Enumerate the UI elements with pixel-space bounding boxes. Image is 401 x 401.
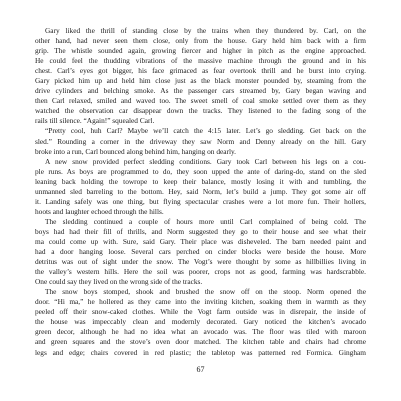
text-line: legs and edge; chairs covered in red plastic; the tabletop was patterned red Formica. Gingham — [35, 347, 366, 357]
text-line: ma could come up with. Sure, said Gary. Their place was disheveled. The barn needed paint and — [35, 236, 366, 246]
text-line: it. Landing safely was one thing, but flying spectacular crashes were a lot more fun. Their hollers, — [35, 196, 366, 206]
text-line: A new snow provided perfect sledding conditions. Gary took Carl between his legs on a cou- — [45, 156, 366, 166]
text-line: and green squares and the stove’s oven door matched. The kitchen table and chairs had chrome — [35, 337, 366, 347]
page-number: 67 — [196, 365, 205, 374]
text-line: then Carl relaxed, smiled and waved too. The sweet smell of coal smoke settled over them as they — [35, 96, 366, 106]
paragraph-4 — [35, 217, 366, 287]
text-line: ple runs. As boys are programmed to do, they soon upped the ante of daring-do, stand on the sled — [35, 166, 366, 176]
text-line: detritus was out of sight under the snow. The Vogt’s were thought by some as hillbillies living in — [35, 257, 366, 267]
text-line: had a door hanging loose. Several cars perched on cinder blocks were beside the house. More — [35, 247, 366, 257]
text-line: Gary liked the thrill of standing close by the trains when they thundered by. Carl, on the — [45, 26, 366, 35]
text-line: grip. The whistle sounded again, growing fiercer and higher in pitch as the engine approached. — [35, 46, 366, 56]
paragraph-2 — [35, 126, 366, 156]
text-line: sled.” Rounding a corner in the driveway they saw Norm and Denny already on the hill. Gary — [35, 136, 366, 146]
text-line: “Pretty cool, huh Carl? Maybe we’ll catch the 4:15 later. Let’s go sledding. Get back on the — [45, 126, 366, 136]
paragraph-3 — [35, 157, 366, 217]
text-line: One could say they lived on the wrong side of the tracks. — [35, 277, 203, 287]
text-line: chest. Carl’s eyes got bigger, his face grimaced as fear overtook thrill and he burst into crying. — [35, 66, 366, 76]
text-line: other hand, had never seen them close, only from the house. Gary held him back with a firm — [35, 36, 366, 46]
text-line: hoots and laughter echoed through the hills. — [35, 206, 164, 216]
text-line: leaning back holding the towrope to keep their balance, mostly losing it with and tumbling, the — [35, 176, 366, 186]
text-line: watched the observation car disappear down the tracks. They listened to the fading song of the — [35, 106, 366, 116]
text-line: Gary picked him up and held him close just as the black monster pounded by, steaming from the — [35, 76, 366, 86]
paragraph-1 — [35, 26, 366, 126]
paragraph-5 — [35, 287, 366, 357]
text-line: boys had had their fill of thrills, and Norm suggested they go to their house and see what their — [35, 226, 366, 236]
text-line: broke into a run, Carl bounced along behind him, hanging on dearly. — [35, 146, 237, 156]
text-line: rails till silence. “Again!” squealed Carl. — [35, 116, 155, 126]
text-line: the house was impeccably clean and modernly decorated. Gary noticed the kitchen’s avocado — [35, 317, 366, 327]
text-line: The snow boys stomped, shook and brushed the snow off on the stoop. Norm opened the — [45, 287, 366, 297]
body-text — [35, 26, 366, 358]
text-line: peeled off their snow-caked clothes. While the Vogt farm outside was in disrepair, the inside of — [35, 307, 366, 317]
text-line: unmanned sled barreling to the bottom. Hey, said Norm, let’s build a jump. They got some air off — [35, 186, 366, 196]
text-line: drive cylinders and belching smoke. As the passenger cars streamed by, Gary began waving and — [35, 86, 366, 96]
text-line: green decor, although he had no idea what an avocado was. The floor was tiled with maroon — [35, 327, 366, 337]
text-line: the valley’s western hills. Here the soil was poorer, crops not as good, farming was hardscrabble. — [35, 267, 366, 277]
text-line: The sledding continued a couple of hours more until Carl complained of being cold. The — [45, 216, 366, 226]
text-line: door. “Hi ma,” he hollered as they came into the inviting kitchen, soaking them in warmth as they — [35, 297, 366, 307]
text-line: He could feel the thudding vibrations of the massive machine through the ground and in his — [35, 56, 366, 66]
